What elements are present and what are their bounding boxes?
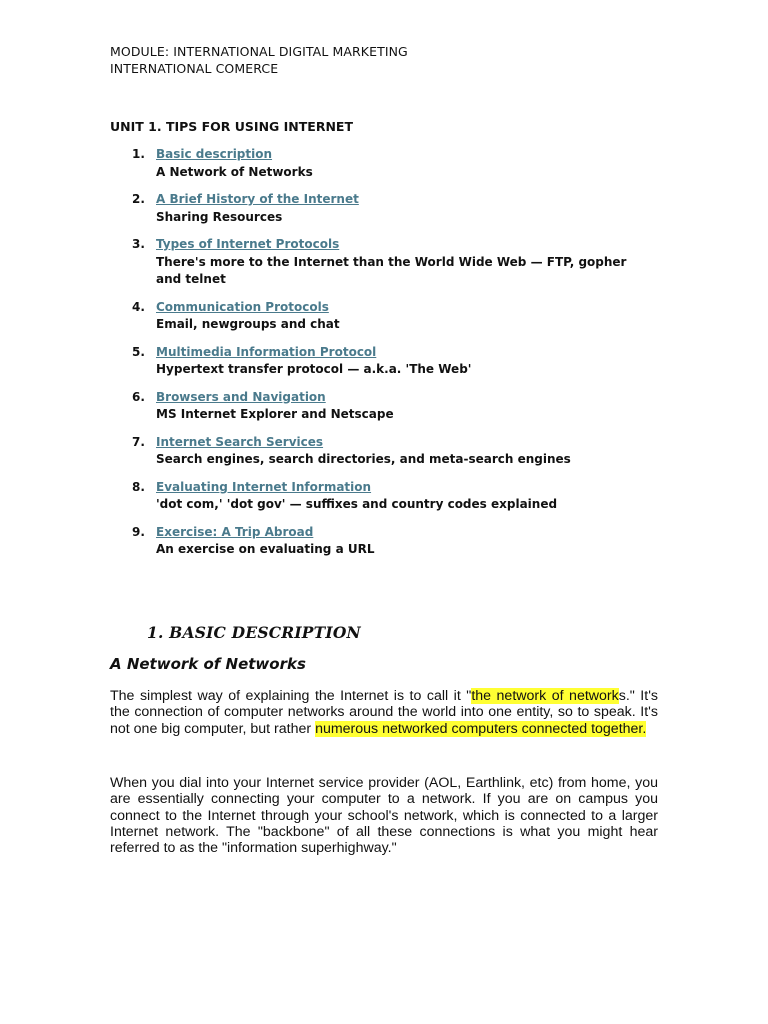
- paragraph-text: s." It's the connection of computer networks around the world into one entity, so to speak. It's not one big computer, but rather: [110, 688, 658, 737]
- toc-description: There's more to the Internet than the World Wide Web — FTP, gopher and telnet: [156, 254, 627, 286]
- toc-description: A Network of Networks: [156, 164, 313, 179]
- toc-item: [110, 236, 640, 289]
- toc-number: 5.: [132, 344, 145, 359]
- toc-item: [110, 191, 640, 226]
- highlight-networked-computers: numerous networked computers connected together.: [315, 720, 647, 737]
- toc-number: 8.: [132, 479, 145, 494]
- toc-item: [110, 434, 640, 469]
- toc-link-search-services[interactable]: Internet Search Services: [156, 434, 324, 449]
- toc-link-brief-history[interactable]: A Brief History of the Internet: [156, 192, 359, 206]
- toc-description: 'dot com,' 'dot gov' — suffixes and country codes explained: [156, 497, 558, 511]
- toc-link-browsers-navigation[interactable]: Browsers and Navigation: [156, 389, 326, 404]
- toc-number: 4.: [132, 299, 145, 314]
- toc-description: Sharing Resources: [156, 209, 283, 224]
- toc-link-multimedia-protocol[interactable]: Multimedia Information Protocol: [156, 344, 377, 359]
- toc-item: [110, 479, 640, 514]
- toc-number: 3.: [132, 237, 145, 251]
- toc-item: [110, 146, 640, 181]
- toc-item: [110, 344, 640, 379]
- paragraph-text: The simplest way of explaining the Internet is to call it ": [110, 688, 472, 704]
- module-subtitle: INTERNATIONAL COMERCE: [110, 61, 279, 76]
- table-of-contents: [110, 146, 640, 569]
- toc-number: 7.: [132, 434, 145, 449]
- toc-link-basic-description[interactable]: Basic description: [156, 147, 273, 161]
- toc-description: Email, newgroups and chat: [156, 317, 340, 331]
- toc-link-internet-protocols[interactable]: Types of Internet Protocols: [156, 237, 340, 251]
- toc-number: 1.: [132, 147, 145, 161]
- toc-description: Search engines, search directories, and meta-search engines: [156, 452, 571, 466]
- toc-link-exercise[interactable]: Exercise: A Trip Abroad: [156, 524, 314, 539]
- toc-number: 2.: [132, 192, 145, 206]
- unit-title: UNIT 1. TIPS FOR USING INTERNET: [110, 119, 353, 134]
- paragraph-dial-in: When you dial into your Internet service provider (AOL, Earthlink, etc) from home, you are essentially connecting your computer to a network. If you are on campus you connect to the Internet through your school's network, which is connected to a larger Internet network. The "backbone" of all these connections is what you might hear referred to as the "information superhighway.": [110, 775, 658, 857]
- highlight-network-of-networks: the network of network: [471, 688, 619, 704]
- section-title: 1. BASIC DESCRIPTION: [147, 623, 361, 642]
- toc-description: An exercise on evaluating a URL: [156, 542, 375, 556]
- toc-number: 6.: [132, 389, 145, 404]
- toc-item: [110, 524, 640, 559]
- toc-item: [110, 299, 640, 334]
- toc-number: 9.: [132, 524, 145, 539]
- toc-item: [110, 389, 640, 424]
- module-title: MODULE: INTERNATIONAL DIGITAL MARKETING: [110, 44, 408, 59]
- toc-link-evaluating-information[interactable]: Evaluating Internet Information: [156, 479, 372, 494]
- toc-link-communication-protocols[interactable]: Communication Protocols: [156, 299, 329, 314]
- module-header: [110, 43, 408, 77]
- toc-description: MS Internet Explorer and Netscape: [156, 407, 394, 421]
- paragraph-intro: [110, 688, 658, 737]
- section-subtitle: A Network of Networks: [110, 655, 306, 673]
- toc-description: Hypertext transfer protocol — a.k.a. 'The Web': [156, 362, 472, 376]
